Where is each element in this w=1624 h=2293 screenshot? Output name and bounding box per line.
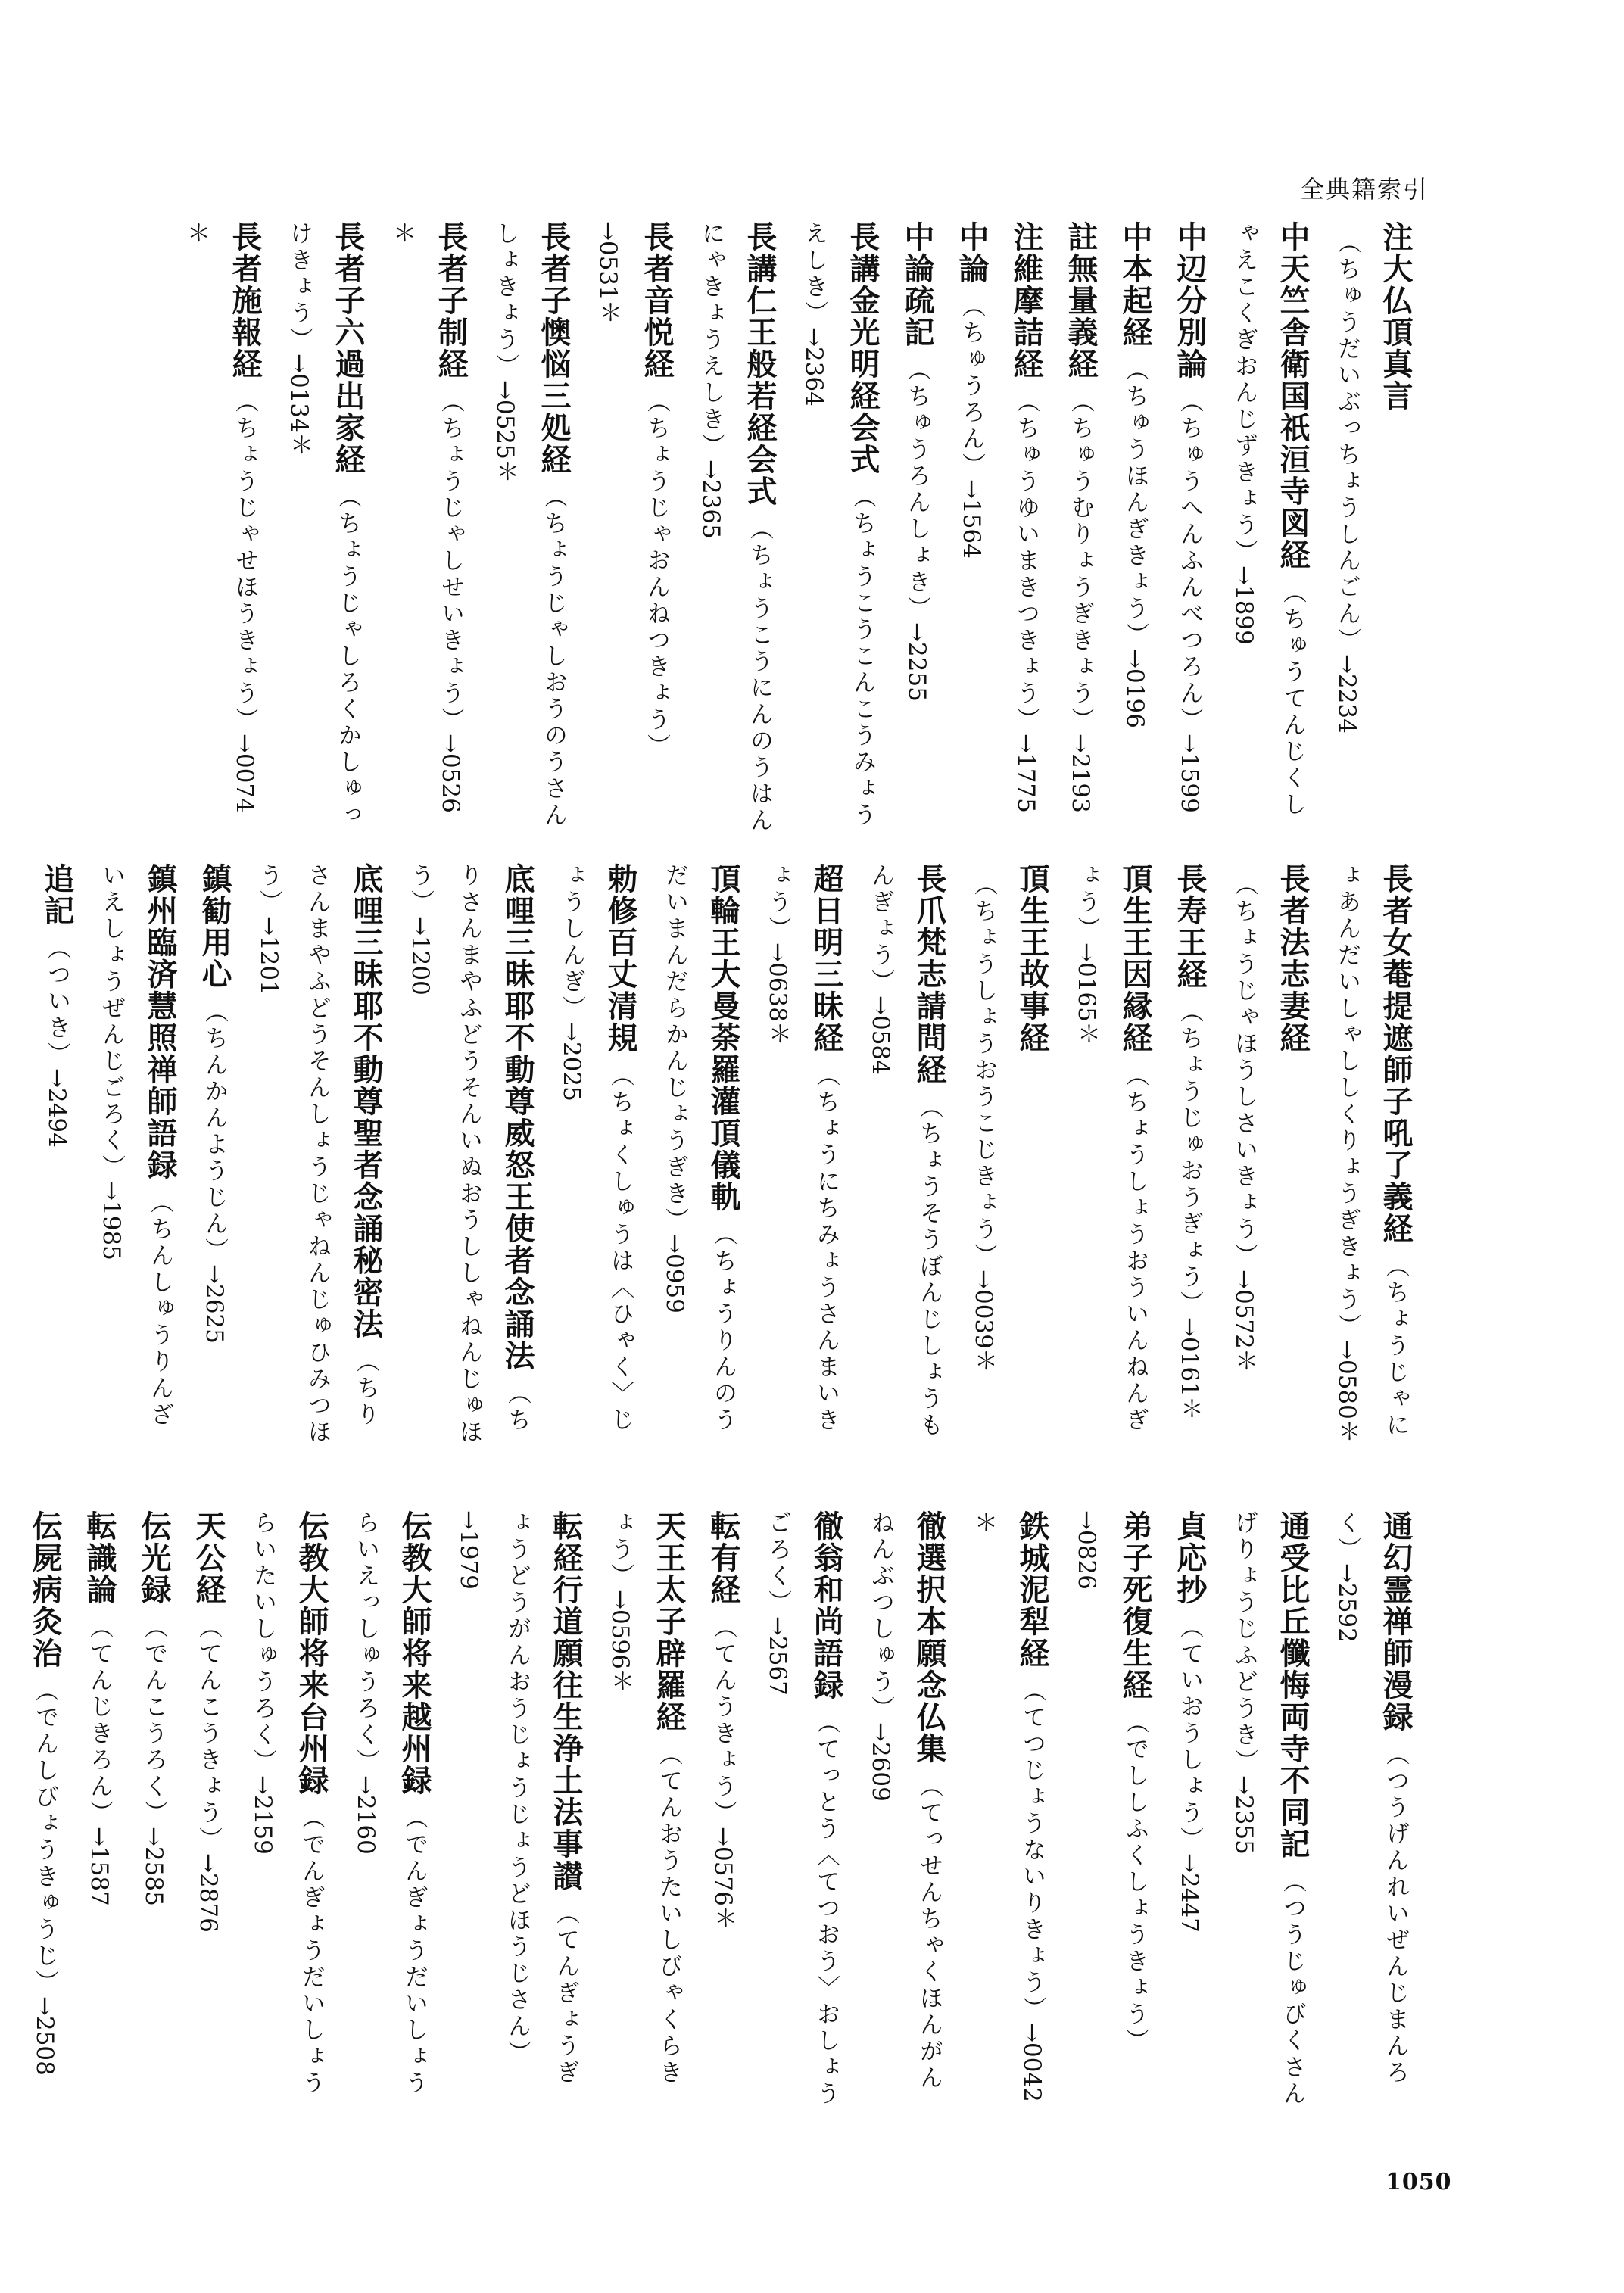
entry-title: 底哩三昧耶不動尊威怒王使者念誦法	[500, 863, 535, 1372]
entry-reference: →2567	[764, 1616, 791, 1696]
entry-reference: →2592	[1333, 1563, 1361, 1643]
entry-reference: →0042＊	[970, 1510, 1046, 2102]
entry-reading: （つうじゅびくさんげりょうじふどうき）	[1230, 1510, 1306, 2108]
index-entry	[850, 1510, 953, 2108]
index-entry	[693, 1510, 747, 2108]
index-entry	[390, 863, 541, 1453]
entry-title: 長講仁王般若経会式	[742, 221, 778, 507]
entry-title: 長者子六過出家経	[330, 221, 366, 475]
entry-title: 伝教大師将来越州録	[397, 1510, 432, 1796]
entry-title: 長者音悦経	[639, 221, 675, 380]
entry-reading: （ついき）	[43, 936, 70, 1068]
index-block-1	[117, 221, 1420, 834]
entry-title: 超日明三昧経	[809, 863, 844, 1054]
entry-title: 追記	[39, 863, 75, 927]
entry-reference: →1899	[1230, 565, 1258, 645]
entry-reference: →0826	[1073, 1510, 1100, 1590]
entry-reference: →2159	[249, 1775, 276, 1855]
index-entry	[372, 221, 475, 834]
index-entry	[178, 1510, 232, 2108]
entry-title: 転経行道願往生浄土法事讃	[548, 1510, 584, 1892]
entry-reading: （ちょうじゃしろくかしゅっけきょう）	[285, 221, 361, 829]
index-entry	[81, 863, 184, 1453]
entry-reading: （でんこうろく）	[140, 1615, 167, 1827]
entry-title: 頂生王故事経	[1015, 863, 1050, 1054]
index-entry	[747, 1510, 850, 2108]
index-entry	[26, 863, 81, 1453]
entry-title: 長者法志妻経	[1275, 863, 1311, 1054]
index-entry	[475, 221, 578, 834]
entry-title: 徹選択本願念仏集	[912, 1510, 947, 1765]
index-entry	[269, 221, 372, 834]
entry-reading: （ちょうじゃせほうきょう）	[231, 389, 258, 734]
entry-title: 長者施報経	[227, 221, 263, 380]
entry-title: 鎮州臨済慧照禅師語録	[142, 863, 178, 1181]
index-entry	[1214, 1510, 1317, 2108]
index-entry	[1214, 863, 1317, 1453]
entry-reading: （ちゅうへんふんべつろん）	[1176, 389, 1203, 734]
index-entry	[1105, 221, 1159, 834]
entry-reading: （ちょうじゃほうしさいきょう）	[1230, 872, 1258, 1270]
entry-reference: →2364	[800, 327, 828, 407]
index-entry	[1317, 863, 1420, 1453]
index-entry	[14, 1510, 69, 2108]
index-block-3	[27, 1510, 1420, 2108]
entry-reading: （ちりさんまやふどうそんしょうじゃねんじゅひみつほう）	[255, 863, 379, 1446]
index-entry	[590, 1510, 693, 2108]
entry-reference: →1200	[407, 916, 434, 995]
entry-title: 長者子制経	[433, 221, 469, 380]
index-entry	[1050, 221, 1105, 834]
entry-reference: →0959	[661, 1234, 688, 1313]
entry-reference: →0165＊	[1073, 942, 1100, 1045]
entry-reference: →2255	[903, 622, 930, 702]
entry-title: 転識論	[82, 1510, 117, 1606]
entry-title: 伝屍病灸治	[27, 1510, 63, 1669]
index-entry	[184, 863, 238, 1453]
index-entry	[1159, 1510, 1214, 2108]
entry-reading: （ちゅうろんしょき）	[903, 357, 930, 622]
entry-title: 長者女菴提遮師子吼了義経	[1378, 863, 1414, 1245]
entry-title: 底哩三昧耶不動尊聖者念誦秘密法	[348, 863, 384, 1340]
entry-title: 弟子死復生経	[1117, 1510, 1153, 1701]
entry-reference: →0580＊	[1333, 1340, 1361, 1443]
entry-reading: （ちょうしょうおうこじきょう）	[970, 872, 997, 1270]
entry-reading: （ちょうにちみょうさんまいきょう）	[764, 863, 840, 1434]
entry-title: 通幻霊禅師漫録	[1378, 1510, 1414, 1733]
entry-title: 長講金光明経会式	[845, 221, 881, 475]
entry-reference: →0572＊	[1230, 1270, 1258, 1372]
entry-reference: →2160	[352, 1775, 379, 1855]
entry-reading: （ちゅうむりょうぎきょう）	[1067, 389, 1094, 734]
index-entry	[578, 221, 681, 834]
entry-title: 注維摩詰経	[1008, 221, 1044, 380]
index-entry	[541, 863, 644, 1453]
entry-reference: →1564	[958, 479, 985, 559]
entry-reading: （ちょくしゅうは〈ひゃく〉じょうしんぎ）	[558, 863, 634, 1434]
index-entry	[123, 1510, 178, 2108]
page-number: 1050	[1386, 2169, 1452, 2195]
entry-reference: →0584	[867, 995, 894, 1075]
index-entry	[438, 1510, 590, 2108]
index-entry	[1056, 863, 1159, 1453]
entry-reference: →0531＊	[594, 221, 622, 324]
page-header: 全典籍索引	[1299, 175, 1429, 204]
entry-reference: →2494	[43, 1068, 70, 1148]
entry-reference: →2365	[697, 460, 725, 539]
index-entry	[644, 863, 747, 1453]
entry-title: 徹翁和尚語録	[809, 1510, 844, 1701]
entry-reference: →2625	[201, 1264, 228, 1344]
entry-reading: （ちょうしょうおういんねんぎょう）	[1073, 863, 1149, 1434]
entry-reading: （でししふくしょうきょう）	[1121, 1710, 1149, 2055]
entry-reference: →2609	[867, 1722, 894, 1802]
entry-title: 中辺分別論	[1172, 221, 1208, 380]
index-entry	[941, 221, 996, 834]
entry-reading: （てんこうきょう）	[195, 1615, 222, 1853]
entry-reading: （ちゅうてんじくしゃえこくぎおんじずきょう）	[1230, 221, 1306, 818]
index-entry	[1214, 221, 1317, 834]
index-entry	[69, 1510, 123, 2108]
entry-reference: →2585	[140, 1827, 167, 1906]
entry-title: 長寿王経	[1172, 863, 1208, 990]
entry-reference: →2447	[1176, 1853, 1203, 1933]
entry-title: 鉄城泥犁経	[1015, 1510, 1050, 1669]
entry-reading: （てんおうたいしびゃくらきょう）	[606, 1510, 682, 2086]
entry-title: 頂輪王大曼荼羅灌頂儀軌	[706, 863, 741, 1213]
index-entry	[335, 1510, 438, 2108]
entry-reading: （でんぎょうだいしょうらいたいしゅうろく）	[249, 1510, 325, 2097]
entry-reading: （ちょうじゃにょあんだいしゃししくりょうぎきょう）	[1333, 863, 1409, 1439]
entry-reference: →0525＊	[491, 380, 519, 483]
entry-reference: →1985	[98, 1181, 125, 1260]
index-entry	[238, 863, 390, 1453]
entry-title: 鎮勧用心	[197, 863, 232, 990]
index-entry	[784, 221, 887, 834]
index-entry	[1159, 221, 1214, 834]
entry-title: 伝光録	[136, 1510, 172, 1606]
entry-reference: →2508	[31, 1996, 58, 2076]
entry-reference: →0576＊	[709, 1827, 737, 1930]
entry-reading: （ちりさんまやふどうそんいぬおうししゃねんじゅほう）	[407, 863, 531, 1446]
entry-reference: →1201	[255, 916, 282, 995]
entry-reading: （ちゅうゆいまきつきょう）	[1012, 389, 1040, 734]
entry-reading: （てんじきろん）	[86, 1615, 113, 1827]
entry-reading: （ちょうじゃしせいきょう）	[437, 389, 464, 734]
index-entry	[996, 221, 1050, 834]
entry-reading: （ちゅうろん）	[958, 294, 985, 479]
entry-reading: （でんぎょうだいしょうらいえっしゅうろく）	[352, 1510, 428, 2097]
index-entry	[1317, 221, 1420, 834]
entry-title: 天王太子辟羅経	[651, 1510, 687, 1733]
entry-reference: →0074＊	[182, 221, 258, 813]
entry-reference: →2876	[195, 1853, 222, 1933]
index-entry	[1056, 1510, 1159, 2108]
entry-reading: （ちゅうほんぎきょう）	[1121, 357, 1149, 649]
entry-title: 長者子懊悩三処経	[536, 221, 572, 475]
index-entry	[747, 863, 850, 1453]
entry-reading: （ちょうじゃおんねつきょう）	[643, 389, 670, 760]
entry-reading: （てんうきょう）	[709, 1615, 737, 1827]
entry-reading: （ちょうそうぼんじしょうもんぎょう）	[867, 863, 943, 1439]
index-entry	[232, 1510, 335, 2108]
entry-reading: （ちょうこうこんこうみょうえしき）	[800, 221, 876, 829]
entry-title: 伝教大師将来台州録	[294, 1510, 329, 1796]
index-entry	[166, 221, 269, 834]
entry-title: 頂生王因縁経	[1117, 863, 1153, 1054]
entry-reading: （ちゅうだいぶっちょうしんごん）	[1333, 230, 1361, 654]
index-entry	[681, 221, 784, 834]
index-entry	[850, 863, 953, 1453]
entry-title: 註無量義経	[1063, 221, 1099, 380]
entry-reading: （てっせんちゃくほんがんねんぶつしゅう）	[867, 1510, 943, 2092]
entry-reference: →2193	[1067, 734, 1094, 813]
entry-reading: （ちょうりんのうだいまんだらかんじょうぎき）	[661, 863, 737, 1434]
entry-reference: →0134＊	[285, 354, 313, 456]
index-entry	[1317, 1510, 1420, 2108]
entry-reference: →1587	[86, 1827, 113, 1906]
entry-title: 注大仏頂真言	[1378, 221, 1414, 412]
index-entry	[887, 221, 941, 834]
entry-reference: →0039＊	[970, 1270, 997, 1372]
entry-reference: →2025	[558, 1022, 585, 1101]
entry-reading: （ちんしゅうりんざいえしょうぜんじごろく）	[98, 863, 173, 1428]
entry-reading: （てっとう〈てつおう〉おしょうごろく）	[764, 1510, 840, 2108]
entry-reference: →0596＊	[606, 1590, 634, 1693]
entry-reference: →0526＊	[388, 221, 464, 813]
entry-reading: （ちょうじゃしおうのうさんしょきょう）	[491, 221, 567, 829]
entry-title: 転有経	[706, 1510, 741, 1606]
entry-reference: →0161＊	[1176, 1317, 1203, 1420]
entry-reference: →0196	[1121, 649, 1149, 728]
entry-title: 中天竺舎衛国祇洹寺図経	[1275, 221, 1311, 571]
entry-title: 貞応抄	[1172, 1510, 1208, 1606]
entry-reading: （ていおうしょう）	[1176, 1615, 1203, 1853]
index-block-2	[39, 863, 1420, 1453]
entry-reading: （でんしびょうきゅうじ）	[31, 1678, 58, 1996]
entry-reading: （ちょうじゅおうぎょう）	[1176, 999, 1203, 1317]
entry-title: 中論	[954, 221, 990, 285]
entry-title: 勅修百丈清規	[603, 863, 638, 1054]
entry-reference: →1775	[1012, 734, 1040, 813]
entry-title: 通受比丘懺悔両寺不同記	[1275, 1510, 1311, 1860]
entry-reference: →2234	[1333, 654, 1361, 734]
entry-title: 中論疏記	[899, 221, 935, 348]
entry-title: 中本起経	[1117, 221, 1153, 348]
index-entry	[953, 863, 1056, 1453]
entry-reading: （ちんかんようじん）	[201, 999, 228, 1264]
entry-reading: （てつじょうないりきょう）	[1018, 1678, 1046, 2023]
index-entry	[953, 1510, 1056, 2108]
entry-title: 長爪梵志請問経	[912, 863, 947, 1086]
entry-reference: →1599	[1176, 734, 1203, 813]
entry-reference: →1979	[455, 1510, 482, 1590]
index-entry	[1159, 863, 1214, 1453]
entry-reference: →2355	[1230, 1775, 1258, 1855]
entry-title: 天公経	[191, 1510, 226, 1606]
entry-reading: （つうげんれいぜんじまんろく）	[1333, 1510, 1409, 2086]
entry-reading: （ちょうこうにんのうはんにゃきょうえしき）	[697, 221, 773, 834]
entry-reading: （てんぎょうぎょうどうがんおうじょうじょうどほうじさん）	[503, 1510, 579, 2086]
entry-reference: →0638＊	[764, 942, 791, 1045]
